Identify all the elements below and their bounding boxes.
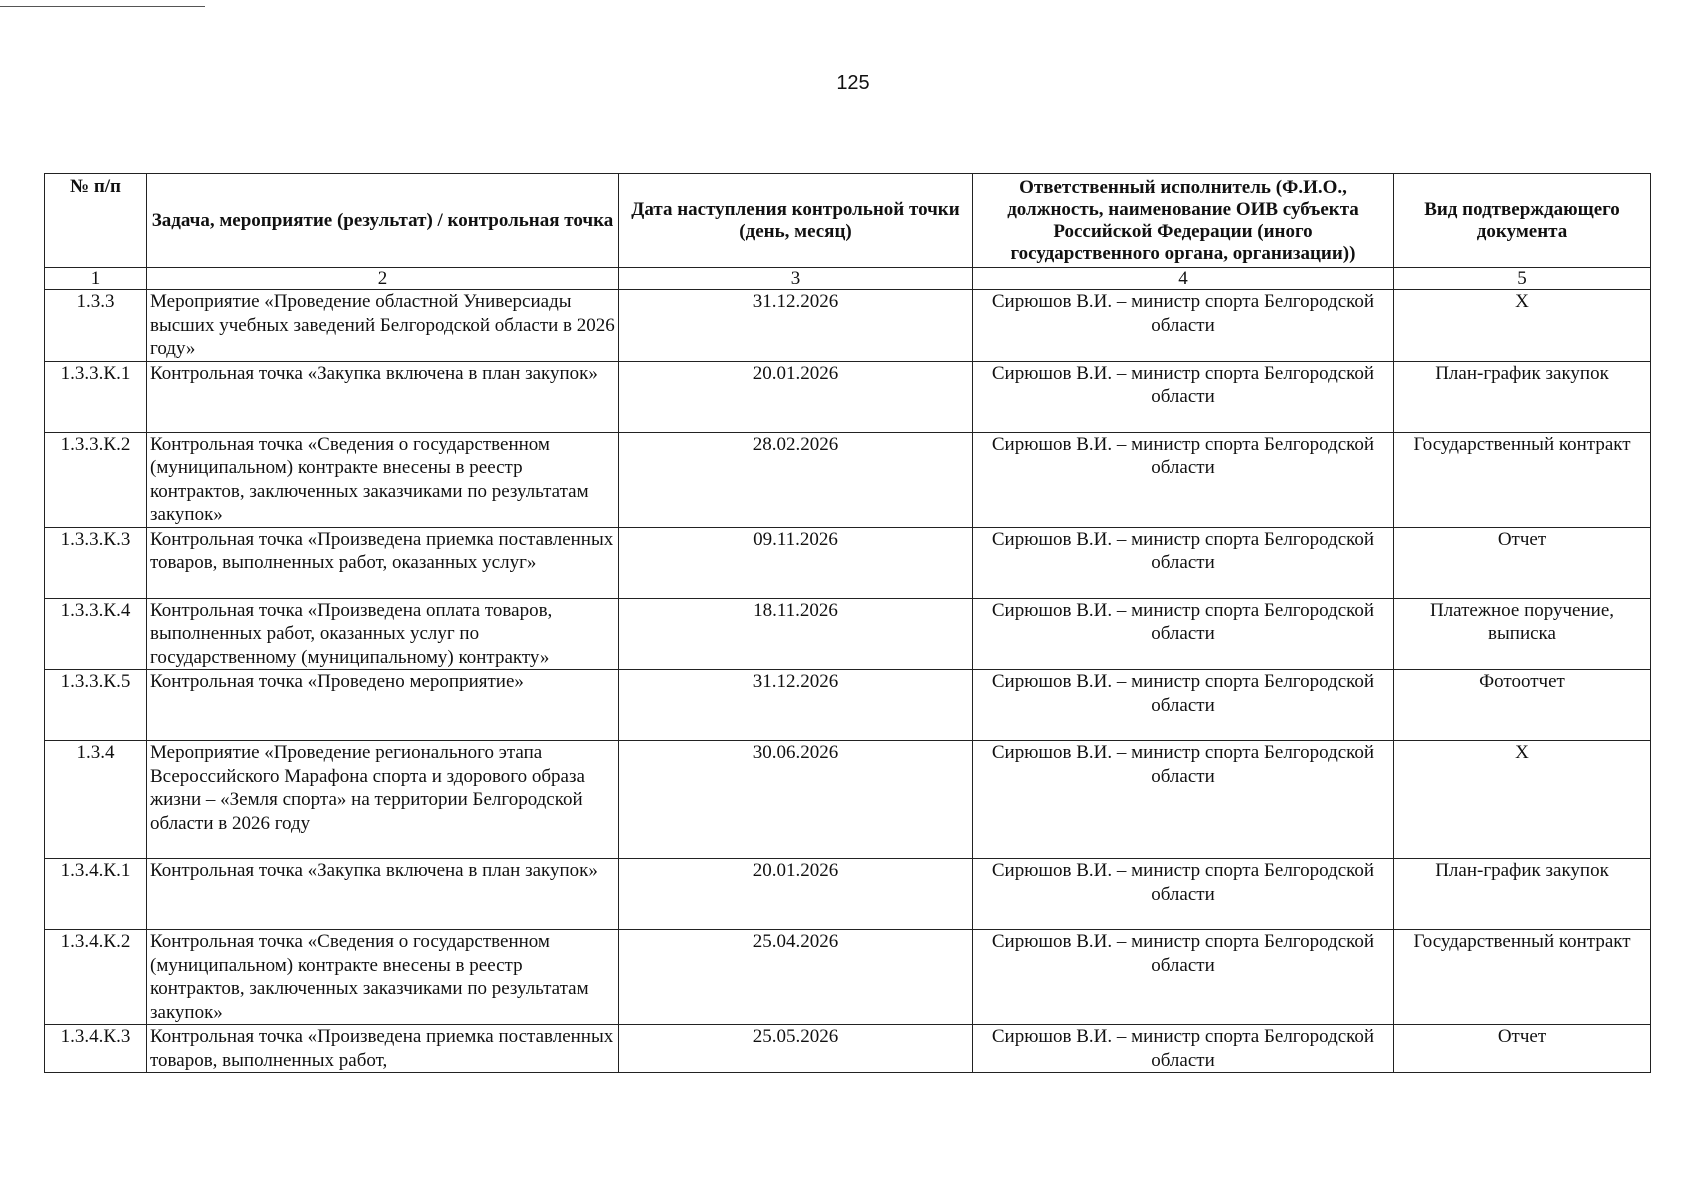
header-doc: Вид подтверждающего документа	[1394, 174, 1651, 268]
row-number: 1.3.3	[45, 290, 147, 362]
column-number: 1	[45, 268, 147, 290]
row-number: 1.3.3.К.1	[45, 361, 147, 432]
row-document: Государственный контракт	[1394, 432, 1651, 527]
header-date: Дата наступления контрольной точки (день, месяц)	[619, 174, 973, 268]
row-task: Контрольная точка «Закупка включена в план закупок»	[147, 361, 619, 432]
table-row	[45, 859, 1651, 930]
column-number-row	[45, 268, 1651, 290]
row-responsible: Сирюшов В.И. – министр спорта Белгородской области	[973, 670, 1394, 741]
row-document: Государственный контракт	[1394, 930, 1651, 1025]
row-document: Фотоотчет	[1394, 670, 1651, 741]
row-document: Х	[1394, 741, 1651, 859]
row-date: 09.11.2026	[619, 527, 973, 598]
row-date: 30.06.2026	[619, 741, 973, 859]
table-row	[45, 527, 1651, 598]
row-document: Платежное поручение, выписка	[1394, 598, 1651, 670]
row-responsible: Сирюшов В.И. – министр спорта Белгородской области	[973, 859, 1394, 930]
header-num: № п/п	[45, 174, 147, 268]
row-number: 1.3.3.К.4	[45, 598, 147, 670]
column-number: 5	[1394, 268, 1651, 290]
row-task: Контрольная точка «Сведения о государственном (муниципальном) контракте внесены в реестр контрактов, заключенных заказчиками по результатам закупок»	[147, 930, 619, 1025]
row-number: 1.3.4.К.1	[45, 859, 147, 930]
row-task: Контрольная точка «Произведена приемка поставленных товаров, выполненных работ,	[147, 1025, 619, 1073]
row-number: 1.3.3.К.5	[45, 670, 147, 741]
table-row	[45, 930, 1651, 1025]
page-number: 125	[836, 72, 870, 94]
row-date: 31.12.2026	[619, 670, 973, 741]
row-task: Мероприятие «Проведение регионального этапа Всероссийского Марафона спорта и здорового образа жизни – «Земля спорта» на территории Белгородской области в 2026 году	[147, 741, 619, 859]
row-task: Контрольная точка «Проведено мероприятие»	[147, 670, 619, 741]
row-date: 25.05.2026	[619, 1025, 973, 1073]
table-row	[45, 432, 1651, 527]
table-row	[45, 361, 1651, 432]
row-responsible: Сирюшов В.И. – министр спорта Белгородской области	[973, 1025, 1394, 1073]
row-document: Отчет	[1394, 527, 1651, 598]
row-task: Контрольная точка «Произведена оплата товаров, выполненных работ, оказанных услуг по государственному (муниципальному) контракту»	[147, 598, 619, 670]
row-date: 20.01.2026	[619, 361, 973, 432]
row-number: 1.3.3.К.3	[45, 527, 147, 598]
row-date: 31.12.2026	[619, 290, 973, 362]
row-number: 1.3.4.К.2	[45, 930, 147, 1025]
header-responsible: Ответственный исполнитель (Ф.И.О., должность, наименование ОИВ субъекта Российской Федерации (иного государственного органа, организации))	[973, 174, 1394, 268]
row-number: 1.3.4.К.3	[45, 1025, 147, 1073]
row-date: 20.01.2026	[619, 859, 973, 930]
row-responsible: Сирюшов В.И. – министр спорта Белгородской области	[973, 432, 1394, 527]
row-task: Мероприятие «Проведение областной Универсиады высших учебных заведений Белгородской области в 2026 году»	[147, 290, 619, 362]
row-task: Контрольная точка «Закупка включена в план закупок»	[147, 859, 619, 930]
control-points-table	[44, 173, 1651, 1073]
table-row	[45, 598, 1651, 670]
row-responsible: Сирюшов В.И. – министр спорта Белгородской области	[973, 598, 1394, 670]
row-responsible: Сирюшов В.И. – министр спорта Белгородской области	[973, 527, 1394, 598]
row-document: План-график закупок	[1394, 859, 1651, 930]
column-number: 2	[147, 268, 619, 290]
table-row	[45, 1025, 1651, 1073]
row-date: 18.11.2026	[619, 598, 973, 670]
row-responsible: Сирюшов В.И. – министр спорта Белгородской области	[973, 361, 1394, 432]
row-responsible: Сирюшов В.И. – министр спорта Белгородской области	[973, 290, 1394, 362]
table-row	[45, 741, 1651, 859]
table-row	[45, 290, 1651, 362]
top-rule	[0, 6, 205, 7]
row-task: Контрольная точка «Произведена приемка поставленных товаров, выполненных работ, оказанных услуг»	[147, 527, 619, 598]
row-responsible: Сирюшов В.И. – министр спорта Белгородской области	[973, 741, 1394, 859]
column-number: 4	[973, 268, 1394, 290]
header-task: Задача, мероприятие (результат) / контрольная точка	[147, 174, 619, 268]
row-date: 25.04.2026	[619, 930, 973, 1025]
row-document: План-график закупок	[1394, 361, 1651, 432]
row-responsible: Сирюшов В.И. – министр спорта Белгородской области	[973, 930, 1394, 1025]
row-number: 1.3.3.К.2	[45, 432, 147, 527]
column-number: 3	[619, 268, 973, 290]
table-header-row	[45, 174, 1651, 268]
row-number: 1.3.4	[45, 741, 147, 859]
row-document: Х	[1394, 290, 1651, 362]
row-task: Контрольная точка «Сведения о государственном (муниципальном) контракте внесены в реестр контрактов, заключенных заказчиками по результатам закупок»	[147, 432, 619, 527]
row-document: Отчет	[1394, 1025, 1651, 1073]
row-date: 28.02.2026	[619, 432, 973, 527]
table-row	[45, 670, 1651, 741]
